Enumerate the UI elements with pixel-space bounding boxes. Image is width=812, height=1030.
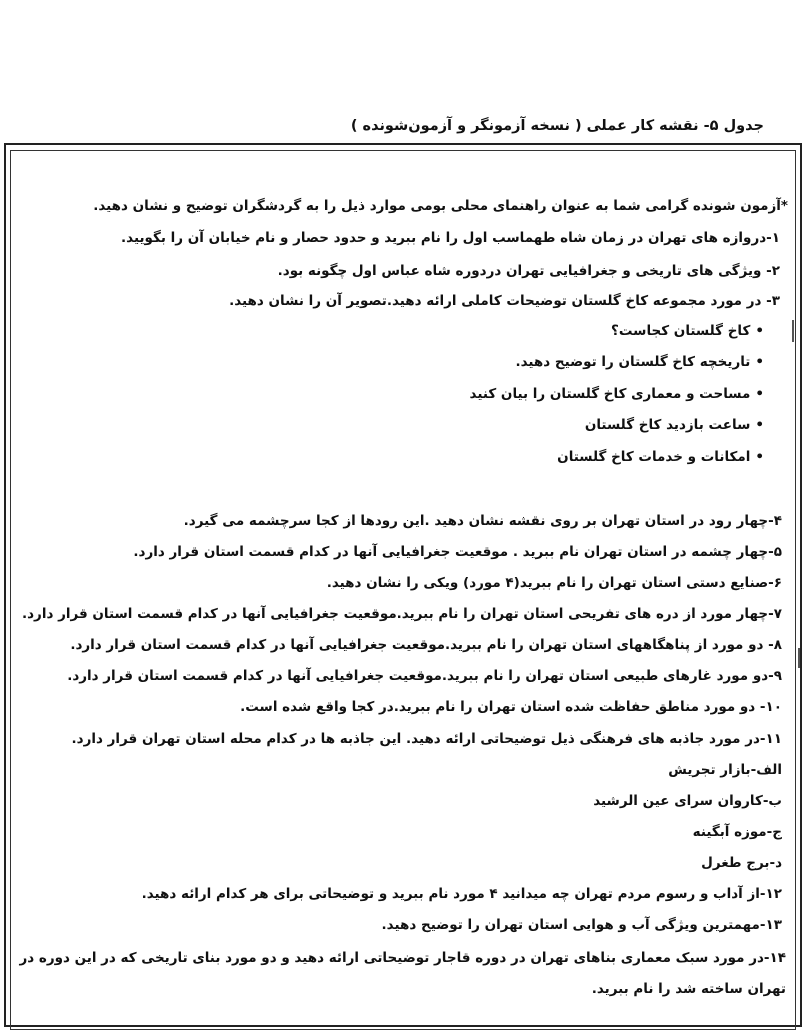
question-item: ۵-چهار چشمه در استان تهران نام ببرید . موقعیت جغرافیایی آنها در کدام قسمت استان قرار دارد.	[133, 544, 782, 560]
question-item: ۷-چهار مورد از دره های تفریحی استان تهران را نام ببرید.موقعیت جغرافیایی آنها در کدام قسمت استان قرار دارد.	[21, 606, 782, 622]
question-item: ۱۱-در مورد جاذبه های فرهنگی ذیل توضیحاتی ارائه دهید. این جاذبه ها در کدام محله استان تهران قرار دارد.	[71, 731, 782, 747]
question-item: ۱۰- دو مورد مناطق حفاظت شده استان تهران را نام ببرید.در کجا واقع شده است.	[240, 699, 782, 715]
question-item: ۱۳-مهمترین ویژگی آب و هوایی استان تهران را توضیح دهید.	[381, 917, 782, 933]
sub-item: ب-کاروان سرای عین الرشید	[593, 793, 782, 809]
bullet-item: • امکانات و خدمات کاخ گلستان	[557, 448, 764, 466]
sub-item: الف-بازار تجریش	[668, 762, 782, 778]
bullet-item: • مساحت و معماری کاخ گلستان را بیان کنید	[470, 385, 764, 403]
question-item-continued: تهران ساخته شد را نام ببرید.	[591, 981, 786, 997]
question-item: ۱۲-از آداب و رسوم مردم تهران چه میدانید ۴ مورد نام ببرید و توضیحاتی برای هر کدام ارائه دهید.	[141, 886, 782, 902]
bullet-item: • ساعت بازدید کاخ گلستان	[585, 416, 764, 434]
bullet-item: • تاریخچه کاخ گلستان را توضیح دهید.	[515, 353, 764, 371]
sub-item: ج-موزه آبگینه	[692, 824, 782, 840]
table-title: جدول ۵- نقشه کار عملی ( نسخه آزمونگر و آزمون‌شونده )	[350, 118, 764, 134]
bullet-item: • کاخ گلستان کجاست؟	[611, 322, 764, 340]
question-item: ۳- در مورد مجموعه کاخ گلستان توضیحات کاملی ارائه دهید.تصویر آن را نشان دهید.	[229, 293, 780, 309]
sub-item: د-برج طغرل	[701, 855, 782, 871]
question-item: ۴-چهار رود در استان تهران بر روی نقشه نشان دهید .این رودها از کجا سرچشمه می گیرد.	[183, 513, 782, 529]
question-item: ۹-دو مورد غارهای طبیعی استان تهران را نام ببرید.موقعیت جغرافیایی آنها در کدام قسمت استان قرار دارد.	[67, 668, 782, 684]
question-item: ۶-صنایع دستی استان تهران را نام ببرید(۴ مورد) ویکی را نشان دهید.	[326, 575, 782, 591]
question-item: ۲- ویژگی های تاریخی و جغرافیایی تهران دردوره شاه عباس اول چگونه بود.	[277, 263, 780, 279]
intro-text: *آزمون شونده گرامی شما به عنوان راهنمای محلی بومی موارد ذیل را به گردشگران توضیح و نشان دهید.	[93, 198, 788, 214]
question-item: ۸- دو مورد از پناهگاههای استان تهران را نام ببرید.موقعیت جغرافیایی آنها در کدام قسمت استان قرار دارد.	[70, 637, 782, 653]
question-item: ۱-دروازه های تهران در زمان شاه طهماسب اول را نام ببرید و حدود حصار و نام خیابان آن را بگویید.	[121, 230, 780, 246]
question-item: ۱۴-در مورد سبک معماری بناهای تهران در دوره قاجار توضیحاتی ارائه دهید و دو مورد بنای تاریخی که در این دوره در	[19, 950, 786, 966]
